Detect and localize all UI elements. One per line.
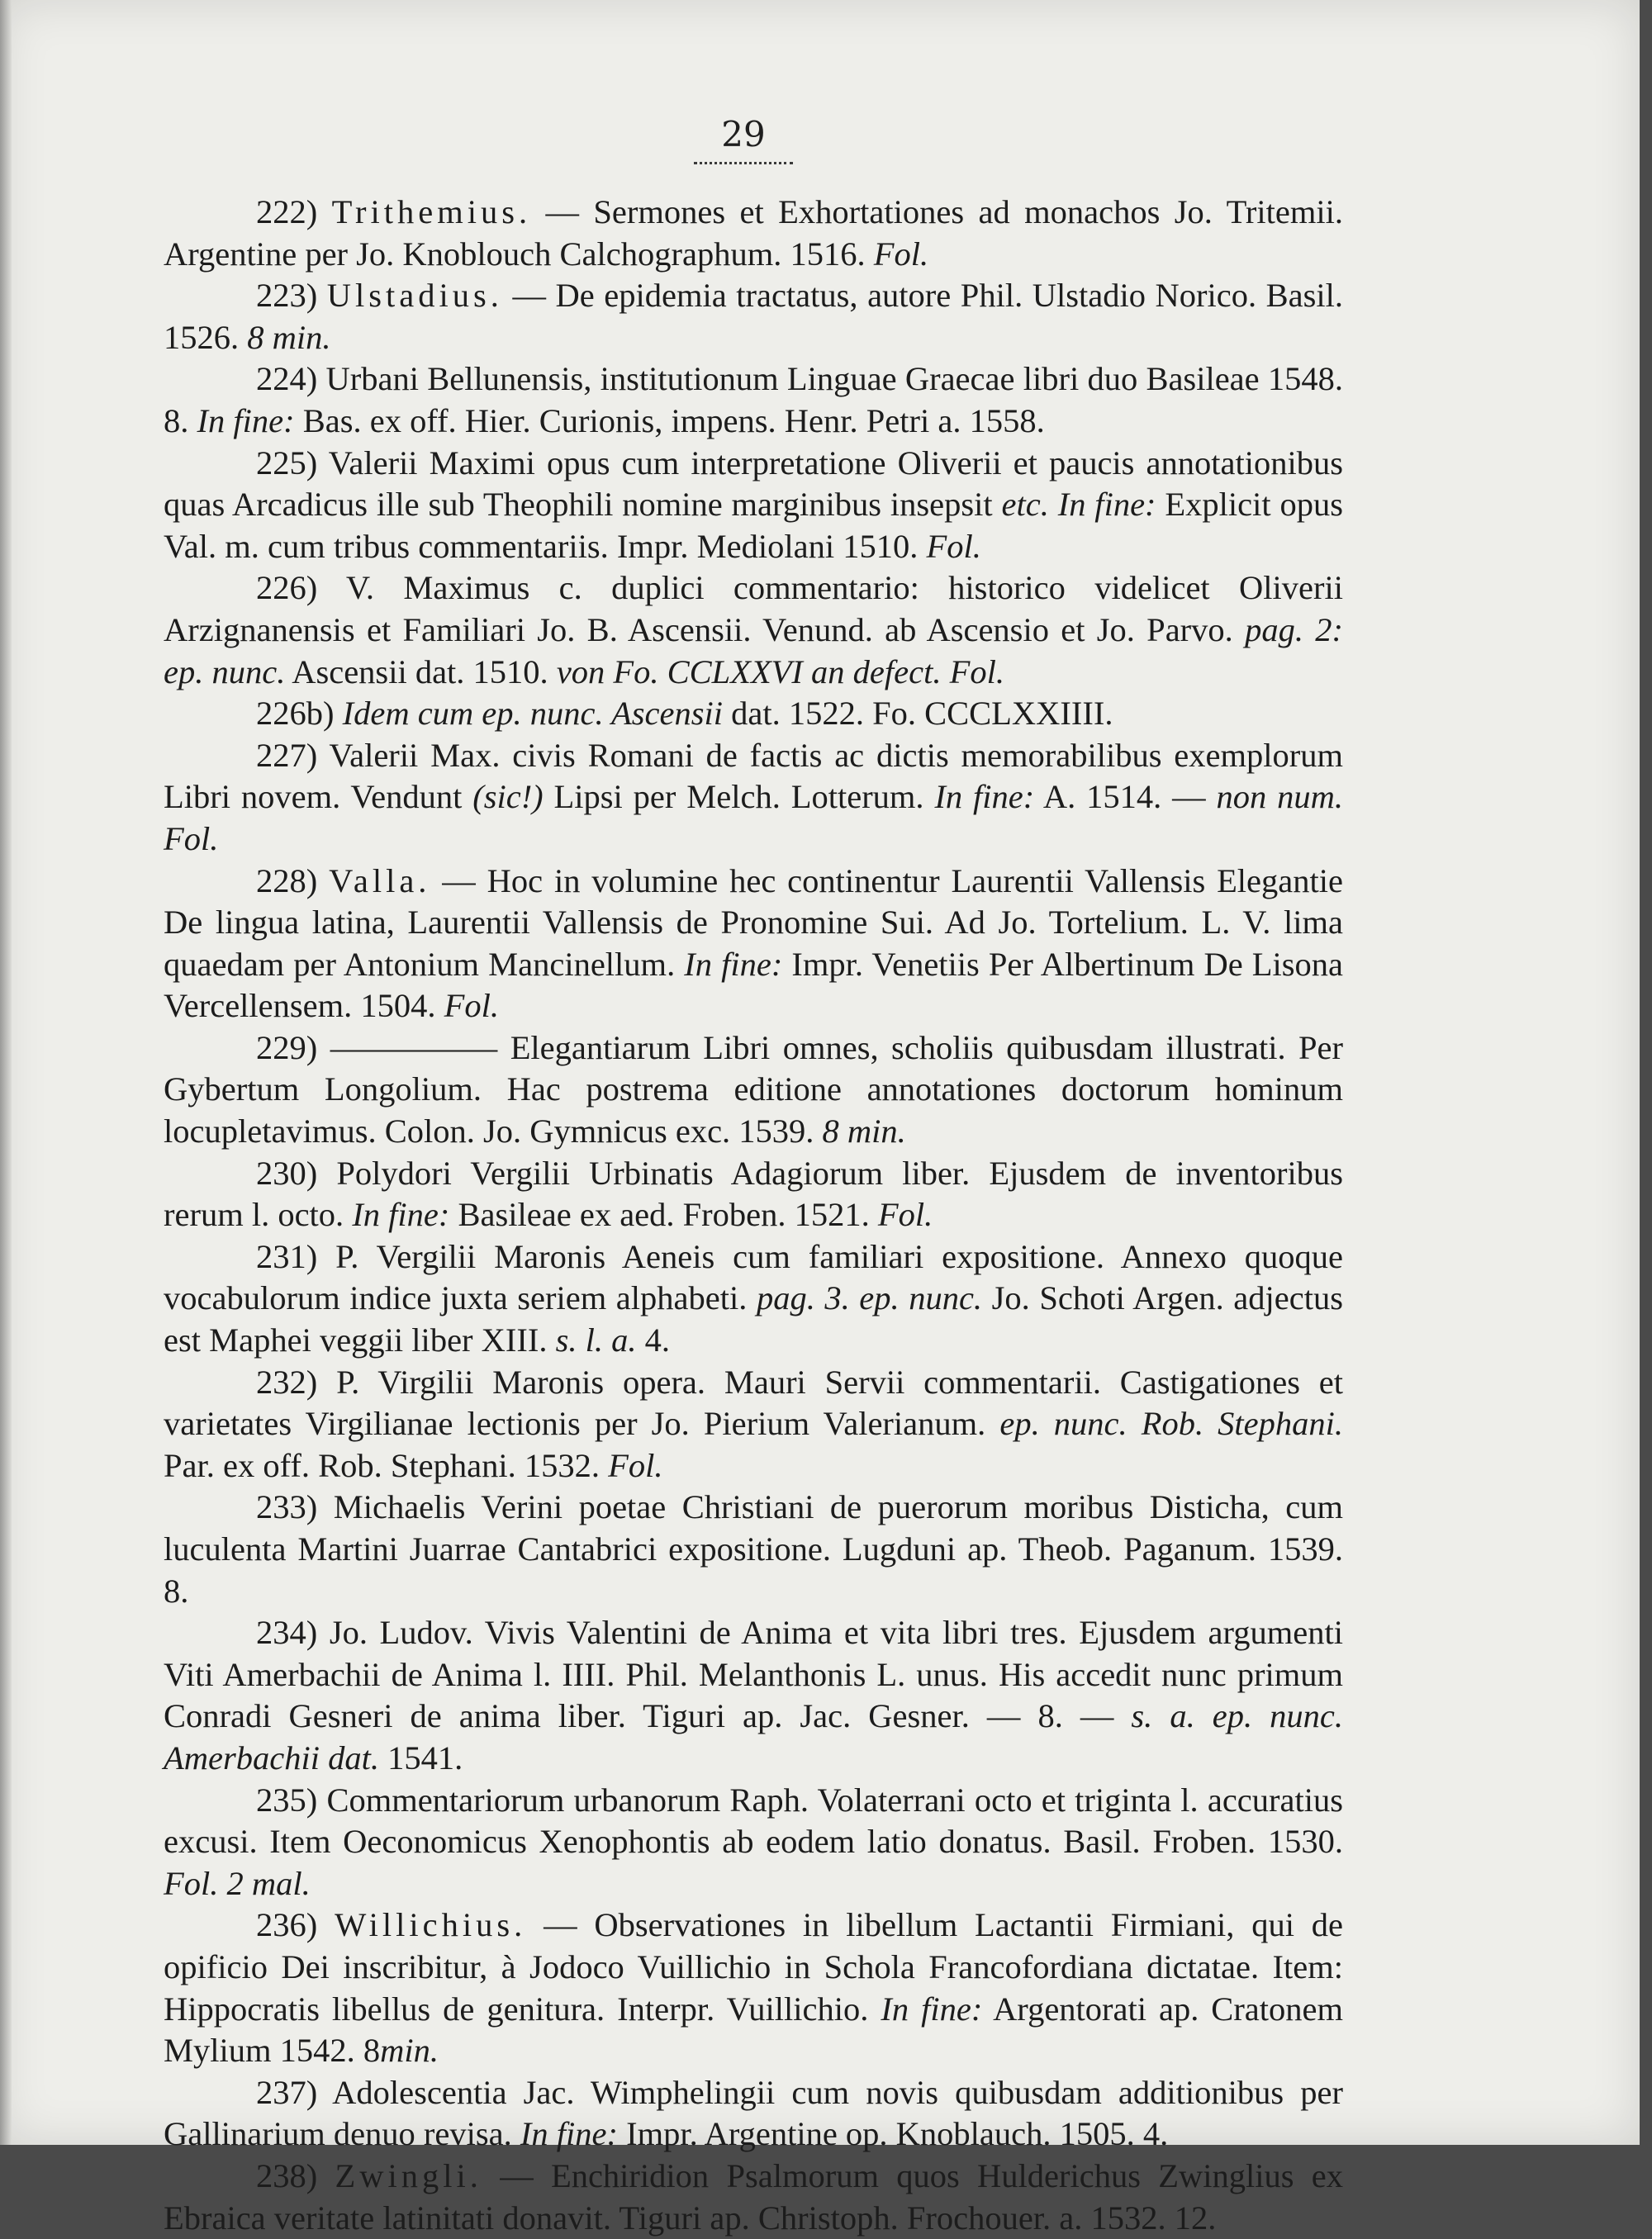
entry-text: Michaelis Verini poetae Christiani de puerorum moribus Disticha, cum luculenta Martini Juarrae Cantabrici expositione. Lugduni ap. Theob. Paganum. 1539. 8. (164, 1488, 1343, 1610)
bibliography-list (164, 192, 1343, 2239)
entry-223 (164, 275, 1343, 358)
entry-author: Trithemius. (331, 193, 532, 230)
entry-number: 235) (256, 1781, 318, 1819)
entry-note: non num. Fol. (164, 778, 1344, 857)
entry-note: In fine: (881, 1990, 983, 2028)
entry-note: In fine: (934, 778, 1035, 816)
ditto-dash: ————— (330, 1028, 498, 1066)
entry-number: 238) (256, 2156, 318, 2194)
entry-text: Ascensii dat. 1510. (292, 652, 548, 690)
entry-author: Valla. (329, 861, 431, 899)
entry-format: Fol. (926, 527, 981, 565)
entry-text: Jo. Ludov. Vivis Valentini de Anima et vita libri tres. Ejusdem argumenti Viti Amerbachii de Anima l. IIII. Phil. Melanthonis L. unus. His accedit nunc primum Conradi Gesneri de anima liber. Tiguri ap. Jac. Gesner. — 8. — (164, 1614, 1344, 1735)
entry-237 (164, 2072, 1343, 2156)
entry-224 (164, 358, 1343, 442)
entry-226b (164, 693, 1343, 735)
entry-text: 1541. (387, 1739, 463, 1776)
entry-text: Valerii Max. civis Romani de factis ac dictis memorabilibus exemplorum Libri novem. Vendunt (164, 736, 1343, 816)
entry-note: In fine: (197, 401, 295, 439)
entry-232 (164, 1362, 1343, 1487)
entry-222 (164, 192, 1343, 275)
entry-233 (164, 1487, 1343, 1612)
page-edge-shadow (0, 0, 12, 2145)
entry-note: s. a. ep. nunc. Amerbachii dat. (164, 1697, 1344, 1776)
page-number: 29 (721, 114, 766, 154)
entry-text: Impr. Venetiis Per Albertinum De Lisona Vercellensem. 1504. (164, 945, 1344, 1025)
entry-text: Urbani Bellunensis, institutionum Linguae Graecae libri duo Basileae 1548. 8. (164, 360, 1344, 439)
entry-number: 222) (256, 193, 318, 230)
entry-number: 237) (256, 2073, 318, 2111)
entry-note: (sic!) (472, 778, 544, 816)
entry-number: 230) (256, 1154, 318, 1192)
entry-230 (164, 1153, 1343, 1236)
entry-format: Fol. (877, 1196, 933, 1234)
entry-format: 4. (644, 1321, 670, 1359)
entry-236 (164, 1905, 1343, 2071)
entry-228 (164, 861, 1343, 1027)
entry-text: Par. ex off. Rob. Stephani. 1532. (164, 1446, 600, 1484)
entry-number: 228) (256, 861, 318, 899)
entry-238 (164, 2156, 1343, 2239)
entry-text: — Hoc in volumine hec continentur Laurentii Vallensis Elegantie De lingua latina, Laurentii Vallensis de Pronomine Sui. Ad Jo. Tortelium. L. V. lima quaedam per Antonium Mancinellum. (164, 861, 1343, 983)
entry-text: V. Maximus c. duplici commentario: historico videlicet Oliverii Arzignanensis et Familiari Jo. B. Ascensii. Venund. ab Ascensio et Jo. Parvo. (164, 569, 1343, 648)
entry-number: 233) (256, 1488, 318, 1526)
entry-number: 232) (256, 1363, 318, 1401)
entry-note: ep. nunc. Rob. Stephani. (999, 1405, 1344, 1443)
entry-231 (164, 1236, 1343, 1362)
entry-format: min. (380, 2032, 439, 2070)
entry-note: In fine: (1057, 486, 1156, 524)
entry-text: — Sermones et Exhortationes ad monachos Jo. Tritemii. Argentine per Jo. Knoblouch Calchographum. 1516. (164, 193, 1343, 273)
entry-number: 224) (256, 360, 318, 398)
entry-234 (164, 1612, 1343, 1779)
entry-text: Bas. ex off. Hier. Curionis, impens. Henr. Petri a. 1558. (302, 401, 1045, 439)
entry-text: Basileae ex aed. Froben. 1521. (458, 1196, 870, 1234)
entry-author: Ulstadius. (326, 277, 503, 315)
entry-number: 226b) (256, 695, 335, 733)
entry-note: Idem cum ep. nunc. Ascensii (342, 695, 723, 733)
entry-text: dat. 1522. Fo. CCCLXXIIII. (731, 695, 1113, 733)
entry-text: Polydori Vergilii Urbinatis Adagiorum liber. Ejusdem de inventoribus rerum l. octo. (164, 1154, 1343, 1234)
entry-text: P. Vergilii Maronis Aeneis cum familiari expositione. Annexo quoque vocabulorum indice juxta seriem alphabeti. (164, 1237, 1343, 1317)
entry-226 (164, 567, 1343, 693)
entry-number: 231) (256, 1237, 318, 1275)
entry-text: — Observationes in libellum Lactantii Firmiani, qui de opificio Dei inscribitur, à Jodoco Vuillichio in Schola Francofordiana dictatae. Item: Hippocratis libellus de genitura. Interpr. Vuillichio. (164, 1906, 1343, 2028)
entry-text: A. 1514. — (1042, 778, 1206, 816)
entry-number: 229) (256, 1028, 318, 1066)
entry-format: Fol. (873, 235, 929, 273)
entry-note: s. l. a. (555, 1321, 637, 1359)
entry-author: Zwingli. (335, 2156, 482, 2194)
entry-author: Willichius. (335, 1906, 527, 1944)
entry-format: Fol. (444, 987, 500, 1025)
page-number-ornament (694, 159, 793, 164)
entry-text: — Enchiridion Psalmorum quos Hulderichus Zwinglius ex Ebraica veritate latinitati donavit. Tiguri ap. Christoph. Frochouer. a. 1532. 12. (164, 2156, 1344, 2237)
entry-text: Impr. Argentine op. Knoblauch. 1505. 4. (626, 2115, 1169, 2153)
entry-225 (164, 443, 1343, 568)
entry-note: pag. 2: ep. nunc. (164, 610, 1343, 690)
entry-note: In fine: (352, 1196, 450, 1234)
entry-format: 8 min. (247, 318, 331, 356)
entry-format: Fol. (608, 1446, 663, 1484)
entry-text: — De epidemia tractatus, autore Phil. Ulstadio Norico. Basil. 1526. (164, 277, 1344, 356)
entry-text: Explicit opus Val. m. cum tribus commentariis. Impr. Mediolani 1510. (164, 486, 1343, 565)
entry-text: Lipsi per Melch. Lotterum. (553, 778, 924, 816)
entry-number: 223) (256, 277, 318, 315)
entry-text: Argentorati ap. Cratonem Mylium 1542. 8 (164, 1990, 1344, 2070)
entry-text: Commentariorum urbanorum Raph. Volaterrani octo et triginta l. accuratius excusi. Item Oeconomicus Xenophontis ab eodem latio donatus. Basil. Froben. 1530. (164, 1781, 1344, 1861)
entry-note: In fine: (684, 945, 783, 983)
entry-note: In fine: (520, 2115, 618, 2153)
entry-text: Elegantiarum Libri omnes, scholiis quibusdam illustrati. Per Gybertum Longolium. Hac postrema editione annotationes doctorum hominum locupletavimus. Colon. Jo. Gymnicus exc. 1539. (164, 1028, 1344, 1150)
entry-text: Valerii Maximi opus cum interpretatione Oliverii et paucis annotationibus quas Arcadicus ille sub Theophili nomine marginibus insepsit (164, 444, 1343, 524)
entry-number: 234) (256, 1614, 318, 1652)
entry-227 (164, 735, 1343, 861)
entry-235 (164, 1780, 1343, 1905)
entry-note: pag. 3. ep. nunc. (756, 1279, 983, 1317)
entry-format: 8 min. (822, 1112, 906, 1150)
entry-number: 236) (256, 1906, 318, 1944)
entry-text: Adolescentia Jac. Wimphelingii cum novis quibusdam additionibus per Gallinarium denuo revisa. (164, 2073, 1344, 2153)
entry-number: 226) (256, 569, 318, 607)
entry-format: Fol. 2 mal. (164, 1864, 311, 1902)
entry-text: P. Virgilii Maronis opera. Mauri Servii commentarii. Castigationes et varietates Virgilianae lectionis per Jo. Pierium Valerianum. (164, 1363, 1344, 1443)
entry-229 (164, 1027, 1343, 1153)
entry-number: 227) (256, 736, 318, 774)
entry-note: von Fo. CCLXXVI an defect. Fol. (556, 652, 1004, 690)
entry-note: etc. (1001, 486, 1049, 524)
entry-number: 225) (256, 444, 318, 481)
entry-text: Jo. Schoti Argen. adjectus est Maphei veggii liber XIII. (164, 1279, 1343, 1359)
